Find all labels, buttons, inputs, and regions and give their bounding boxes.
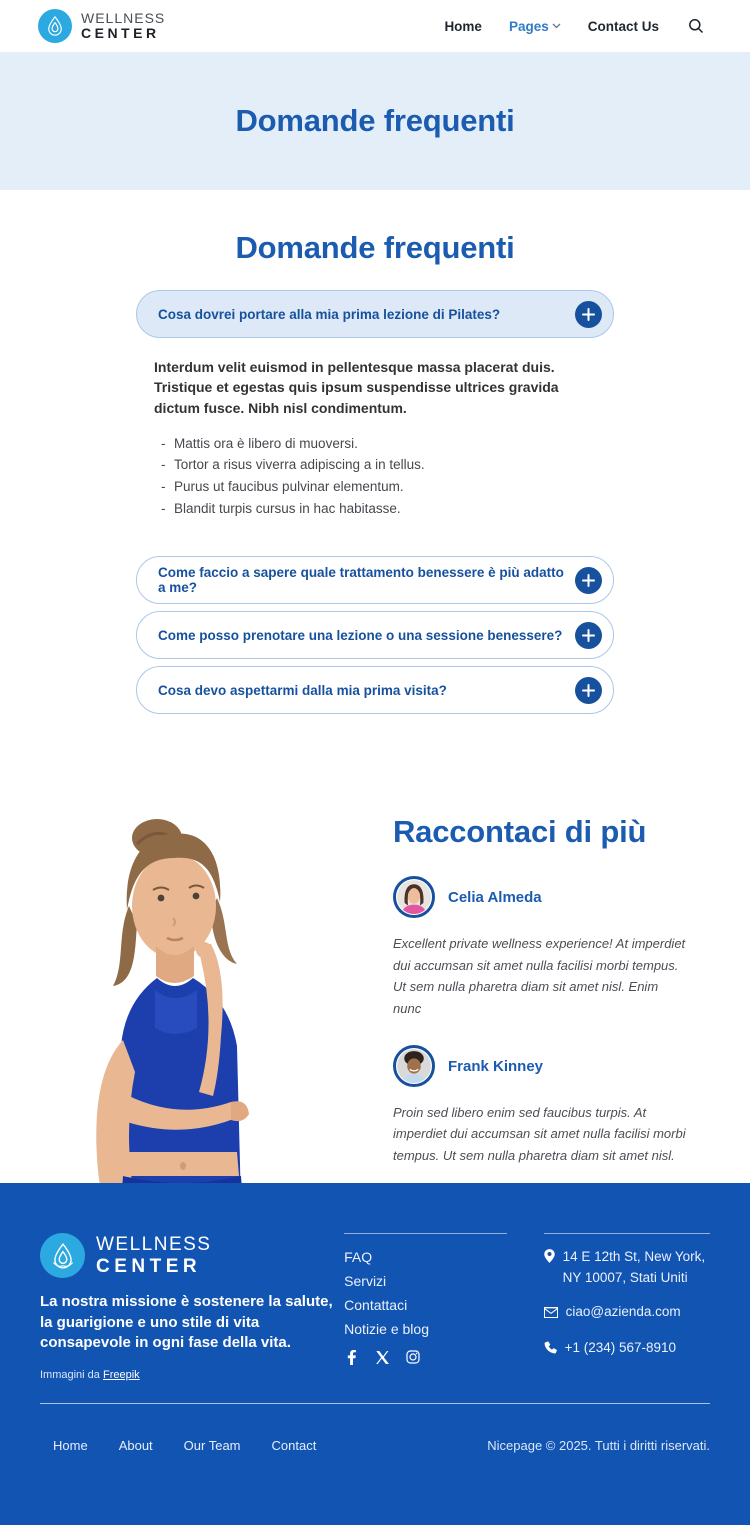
envelope-icon — [544, 1304, 558, 1325]
footer-link-servizi[interactable]: Servizi — [344, 1273, 387, 1289]
nav-pages[interactable] — [509, 19, 561, 34]
footer-nav-our-team[interactable]: Our Team — [183, 1438, 241, 1454]
logo-line1: WELLNESS — [81, 10, 166, 27]
location-pin-icon — [544, 1249, 555, 1289]
faq-item-1[interactable] — [136, 290, 614, 338]
contact-address-text: 14 E 12th St, New York, NY 10007, Stati Uniti — [562, 1249, 706, 1285]
faq-title: Domande frequenti — [235, 230, 515, 265]
footer-nav-home[interactable]: Home — [53, 1438, 88, 1454]
footer-credit-prefix: Immagini da — [40, 1369, 103, 1382]
nav-pages-label: Pages — [508, 18, 549, 34]
contact-address[interactable] — [544, 1247, 710, 1289]
contact-phone[interactable] — [544, 1338, 710, 1361]
facebook-icon[interactable] — [344, 1350, 358, 1364]
testimonial-name: Frank Kinney — [448, 1057, 544, 1075]
faq-answer-list — [154, 433, 594, 519]
site-footer — [0, 1183, 750, 1525]
footer-brand-column — [40, 1233, 337, 1381]
footer-logo-drop-icon — [40, 1233, 85, 1278]
faq-answer-bullet: - Tortor a risus viverra adipiscing a in tellus. — [161, 454, 594, 476]
logo-line2: CENTER — [81, 25, 160, 41]
nav-contact-us[interactable]: Contact Us — [587, 18, 659, 34]
footer-contacts-column — [544, 1233, 710, 1381]
testimonial-frank — [393, 1045, 687, 1166]
contact-phone-text: +1 (234) 567-8910 — [564, 1339, 677, 1355]
faq-item-4[interactable] — [136, 666, 614, 714]
faq-answer-bullet: - Purus ut faucibus pulvinar elementum. — [161, 476, 594, 498]
avatar-frank — [393, 1045, 435, 1087]
faq-accordion — [136, 290, 614, 714]
footer-logo-line1: WELLNESS — [96, 1233, 212, 1255]
nav-home[interactable]: Home — [444, 18, 482, 34]
testimonial-header — [393, 876, 687, 918]
plus-icon[interactable] — [575, 301, 602, 328]
footer-logo-text — [96, 1234, 211, 1278]
faq-question-4: Cosa devo aspettarmi dalla mia prima visita? — [158, 682, 447, 698]
footer-logo[interactable] — [40, 1233, 337, 1278]
main-nav — [444, 16, 706, 36]
faq-item-2[interactable] — [136, 556, 614, 604]
thinking-woman-photo — [63, 814, 363, 1204]
footer-link-contattaci[interactable]: Contattaci — [344, 1297, 408, 1313]
footer-logo-line2: CENTER — [96, 1255, 202, 1277]
instagram-icon[interactable] — [406, 1350, 420, 1364]
logo-text — [81, 11, 165, 40]
footer-nav-contact[interactable]: Contact — [271, 1438, 317, 1454]
faq-answer-bullet: - Blandit turpis cursus in hac habitasse. — [161, 498, 594, 520]
faq-answer-bullet: - Mattis ora è libero di muoversi. — [161, 433, 594, 455]
footer-freepik-link[interactable]: Freepik — [102, 1369, 140, 1382]
footer-mission: La nostra missione è sostenere la salute, la guarigione e uno stile di vita consapevole in ogni fase della vita. — [40, 1293, 333, 1352]
contact-email-text: ciao@azienda.com — [565, 1303, 681, 1319]
faq-item-3[interactable] — [136, 611, 614, 659]
search-icon[interactable] — [686, 16, 706, 36]
contact-email[interactable] — [544, 1302, 710, 1325]
faq-question-1: Cosa dovrei portare alla mia prima lezione di Pilates? — [158, 306, 501, 322]
footer-links-column — [344, 1233, 506, 1381]
faq-answer-lead: Interdum velit euismod in pellentesque massa placerat duis. Tristique et egestas quis ipsum suspendisse ultrices gravida dictum fusce. Nibh nisl condimentum. — [154, 359, 559, 416]
plus-icon[interactable] — [575, 567, 602, 594]
footer-nav-about[interactable]: About — [118, 1438, 153, 1454]
plus-icon[interactable] — [575, 677, 602, 704]
plus-icon[interactable] — [575, 622, 602, 649]
testimonial-quote: Proin sed libero enim sed faucibus turpis. At imperdiet dui accumsan sit amet nulla facilisi morbi tempus. Ut sem nulla pharetra diam sit amet nisl. — [393, 1105, 686, 1163]
testimonials-title: Raccontaci di più — [393, 814, 647, 850]
hero-banner — [0, 52, 750, 190]
faq-answer-1 — [136, 338, 614, 556]
avatar-celia — [393, 876, 435, 918]
footer-bottom-bar — [40, 1404, 710, 1453]
logo[interactable] — [38, 9, 165, 43]
testimonial-name: Celia Almeda — [448, 888, 542, 906]
footer-bottom-nav — [53, 1438, 316, 1453]
copyright-text: Nicepage © 2025. Tutti i diritti riservati. — [487, 1438, 710, 1454]
footer-link-notizie[interactable]: Notizie e blog — [344, 1321, 429, 1337]
faq-section — [0, 190, 750, 714]
chevron-down-icon — [552, 23, 561, 29]
testimonial-quote: Excellent private wellness experience! At imperdiet dui accumsan sit amet nulla facilisi morbi tempus. Ut sem nulla pharetra diam sit amet nisl. Enim nunc — [393, 936, 686, 1016]
faq-question-2: Come faccio a sapere quale trattamento benessere è più adatto a me? — [158, 565, 564, 596]
phone-icon — [544, 1340, 557, 1361]
hero-title: Domande frequenti — [235, 103, 515, 138]
x-twitter-icon[interactable] — [375, 1350, 389, 1364]
logo-drop-icon — [38, 9, 72, 43]
testimonial-header — [393, 1045, 687, 1087]
footer-link-faq[interactable]: FAQ — [344, 1249, 373, 1265]
social-links — [344, 1350, 506, 1364]
faq-question-3: Come posso prenotare una lezione o una sessione benessere? — [158, 627, 563, 643]
footer-image-credit — [40, 1369, 337, 1381]
testimonial-celia — [393, 876, 687, 1019]
site-header — [0, 0, 750, 52]
